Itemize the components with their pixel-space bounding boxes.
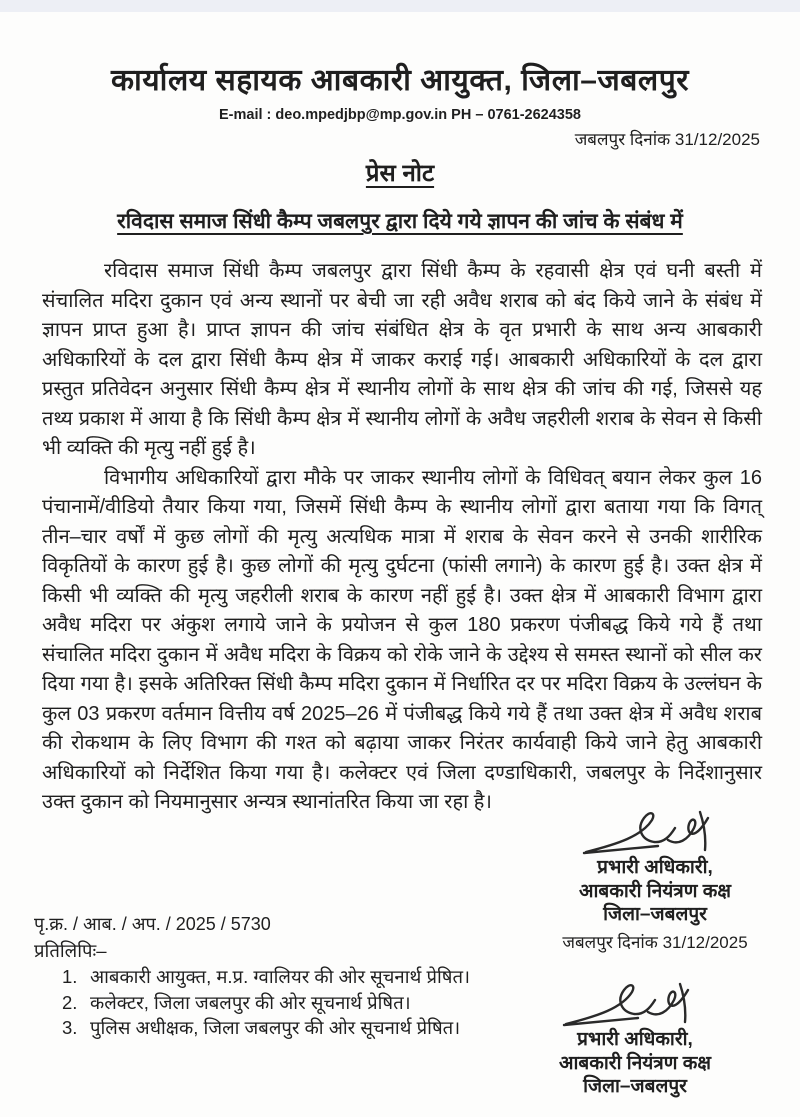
signatory-designation: प्रभारी अधिकारी,: [577, 1029, 693, 1050]
signatory-district: जिला–जबलपुर: [603, 904, 707, 925]
copy-recipient-row: [62, 964, 470, 990]
scan-artifact-band: [0, 0, 800, 12]
office-title: कार्यालय सहायक आबकारी आयुक्त, जिला–जबलपुर: [110, 64, 690, 97]
copy-to-label: प्रतिलिपिः–: [34, 940, 107, 961]
signatory-designation: प्रभारी अधिकारी,: [597, 857, 713, 878]
subject-line: रविदास समाज सिंधी कैम्प जबलपुर द्वारा दिये गये ज्ञापन की जांच के संबंध में: [117, 210, 683, 233]
signature-block-top: [520, 806, 790, 954]
header-place-date: जबलपुर दिनांक 31/12/2025: [574, 130, 760, 149]
signature-block-bottom: [500, 978, 770, 1099]
signature-scribble-icon: [560, 978, 710, 1030]
contact-info: E-mail : deo.mpedjbp@mp.gov.in PH – 0761-2624358: [219, 107, 581, 123]
copy-recipient: कलेक्टर, जिला जबलपुर की ओर सूचनार्थ प्रेषित।: [90, 991, 411, 1013]
copy-recipient: पुलिस अधीक्षक, जिला जबलपुर की ओर सूचनार्थ प्रेषित।: [90, 1017, 461, 1038]
signatory-district: जिला–जबलपुर: [583, 1076, 687, 1097]
paragraph-1: रविदास समाज सिंधी कैम्प जबलपुर द्वारा सिंधी कैम्प के रहवासी क्षेत्र एवं घनी बस्ती में संचालित मदिरा दुकान एवं अन्य स्थानों पर बेची जा रही अवैध शराब को बंद किये जाने के संबंध में ज्ञापन प्राप्त हुआ है। प्राप्त ज्ञापन की जांच संबंधित क्षेत्र के वृत प्रभारी के साथ अन्य आबकारी अधिकारियों के दल द्वारा सिंधी कैम्प क्षेत्र में जाकर कराई गई। आबकारी अधिकारियों के दल द्वारा प्रस्तुत प्रतिवेदन अनुसार सिंधी कैम्प क्षेत्र में स्थानीय लोगों के साथ क्षेत्र की जांच की गई, जिससे यह तथ्य प्रकाश में आया है कि सिंधी कैम्प क्षेत्र में स्थानीय लोगों के अवैध जहरीली शराब के सेवन से किसी भी व्यक्ति की मृत्यु नहीं हुई है।: [42, 260, 762, 459]
copy-number: 2.: [62, 991, 78, 1013]
signatory-office: आबकारी नियंत्रण कक्ष: [579, 880, 731, 902]
signatory-office: आबकारी नियंत्रण कक्ष: [559, 1052, 711, 1074]
paragraph-2: विभागीय अधिकारियों द्वारा मौके पर जाकर स्थानीय लोगों के विधिवत् बयान लेकर कुल 16 पंचानामें/वीडियो तैयार किया गया, जिसमें सिंधी कैम्प के स्थानीय लोगों द्वारा बताया गया कि विगत् तीन–चार वर्षों में कुछ लोगों की मृत्यु अत्यधिक मात्रा में शराब के सेवन करने से उनकी शारीरिक विकृतियों के कारण हुई है। कुछ लोगों की मृत्यु दुर्घटना (फांसी लगाने) के कारण हुई है। उक्त क्षेत्र में किसी भी व्यक्ति की मृत्यु जहरीली शराब के कारण नहीं हुई है। उक्त क्षेत्र में आबकारी विभाग द्वारा अवैध मदिरा पर अंकुश लगाये जाने के प्रयोजन से कुल 180 प्रकरण पंजीबद्ध किये गये हैं तथा संचालित मदिरा दुकान में अवैध मदिरा के विक्रय को रोके जाने के उद्देश्य से समस्त स्थानों को सील कर दिया गया है। इसके अतिरिक्त सिंधी कैम्प मदिरा दुकान में निर्धारित दर पर मदिरा विक्रय के उल्लंघन के कुल 03 प्रकरण वर्तमान वित्तीय वर्ष 2025–26 में पंजीबद्ध किये गये हैं तथा उक्त क्षेत्र में अवैध शराब की रोकथाम के लिए विभाग की गश्त को बढ़ाया जाकर निरंतर कार्यवाही किये जाने हेतु आबकारी अधिकारियों को निर्देशित किया गया है। कलेक्टर एवं जिला दण्डाधिकारी, जबलपुर के निर्देशानुसार उक्त दुकान को नियमानुसार अन्यत्र स्थानांतरित किया जा रहा है।: [42, 466, 762, 813]
signature-scribble-icon: [580, 806, 730, 858]
body-text: [0, 257, 800, 818]
document-type-heading: प्रेस नोट: [365, 160, 435, 187]
copy-number: 1.: [62, 966, 78, 987]
signature-place-date: जबलपुर दिनांक 31/12/2025: [562, 932, 748, 952]
copy-number: 3.: [62, 1017, 78, 1038]
copy-recipient-row: [62, 1015, 470, 1041]
copy-recipient-list: [62, 964, 470, 1041]
copy-recipient-row: [62, 990, 470, 1016]
copy-recipient: आबकारी आयुक्त, म.प्र. ग्वालियर की ओर सूचनार्थ प्रेषित।: [90, 966, 471, 987]
reference-number: पृ.क्र. / आब. / अप. / 2025 / 5730: [34, 914, 271, 934]
